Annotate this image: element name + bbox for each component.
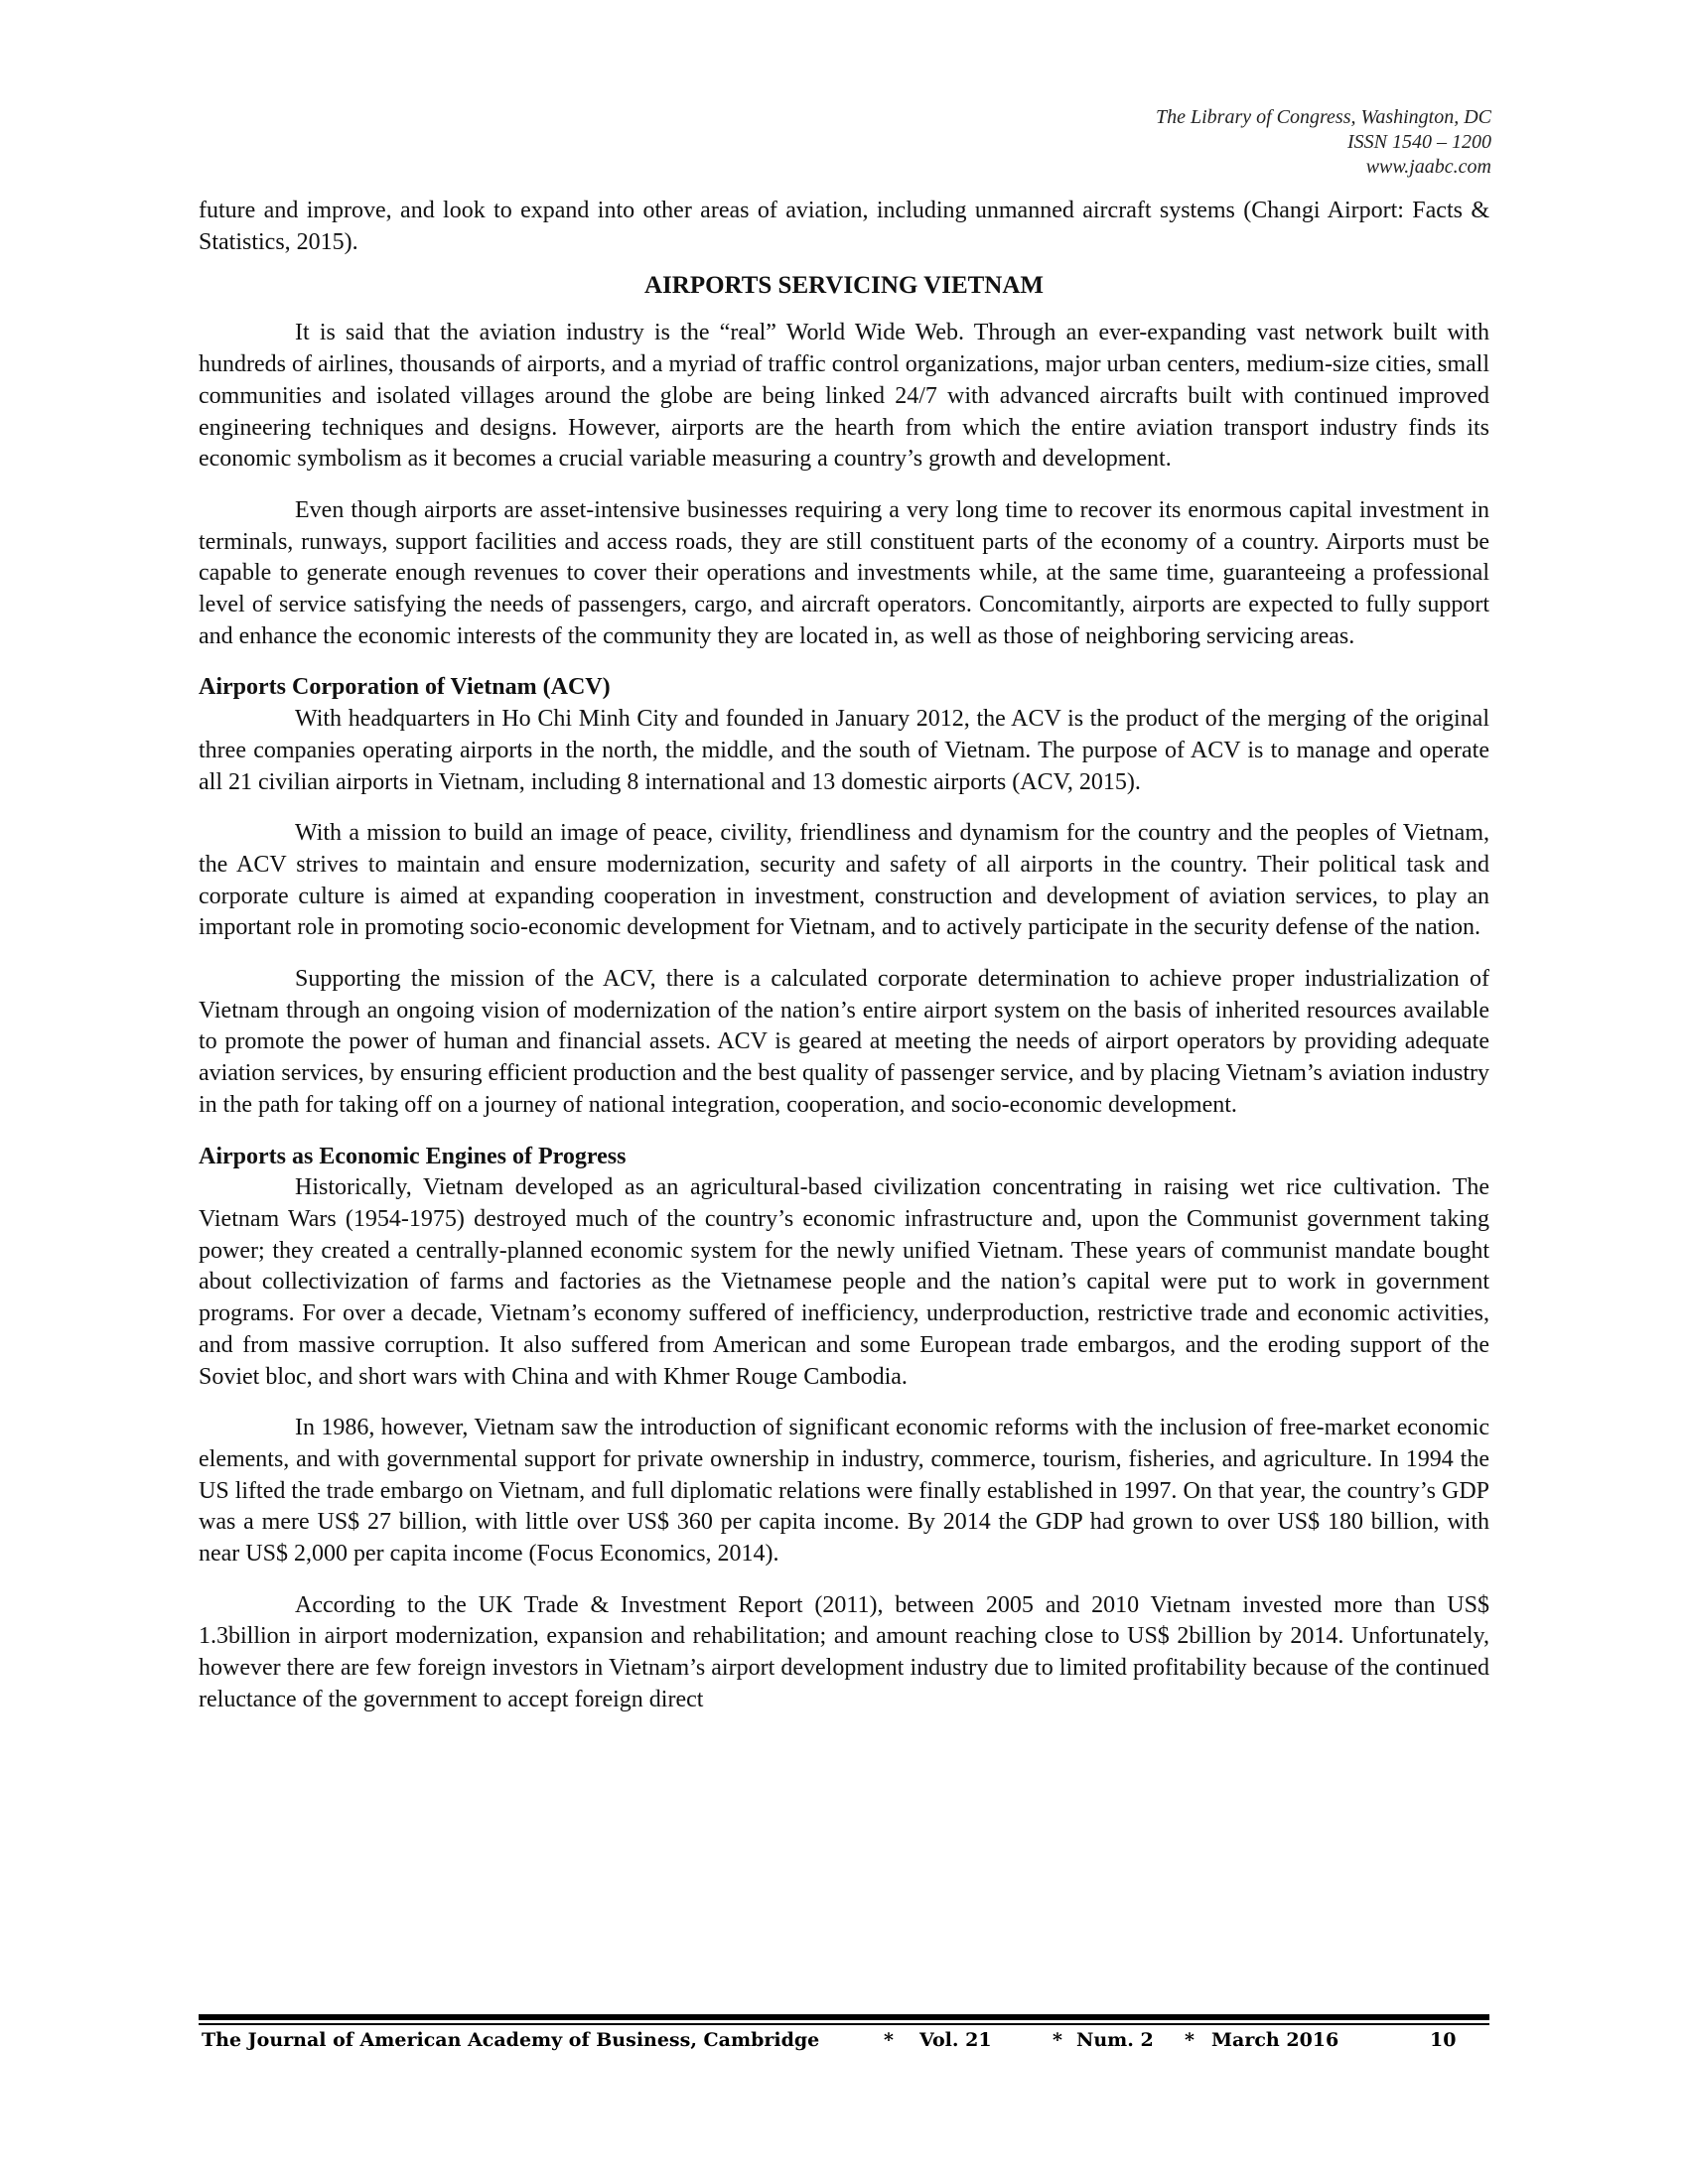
footer-date: March 2016 xyxy=(1211,2029,1339,2051)
running-header xyxy=(796,105,1491,180)
footer-number: Num. 2 xyxy=(1076,2029,1154,2051)
paragraph: future and improve, and look to expand into other areas of aviation, including unmanned aircraft systems (Changi Airport: Facts & Statistics, 2015). xyxy=(199,198,1489,255)
paragraph: It is said that the aviation industry is the “real” World Wide Web. Through an ever-expanding vast network built with hundreds of airlines, thousands of airports, and a myriad of traffic control organizations, major urban centers, medium-size cities, small communities and isolated villages around the globe are being linked 24/7 with advanced aircrafts built with continued improved engineering techniques and designs. However, airports are the hearth from which the entire aviation transport industry finds its economic symbolism as it becomes a crucial variable measuring a country’s growth and development. xyxy=(199,320,1489,473)
footer-rule xyxy=(199,2014,1489,2020)
header-publisher: The Library of Congress, Washington, DC xyxy=(1155,106,1491,128)
paragraph: With headquarters in Ho Chi Minh City and founded in January 2012, the ACV is the product of the merging of the original three companies operating airports in the north, the middle, and the south of Vietnam. The purpose of ACV is to manage and operate all 21 civilian airports in Vietnam, including 8 international and 13 domestic airports (ACV, 2015). xyxy=(199,706,1489,795)
paragraph: According to the UK Trade & Investment Report (2011), between 2005 and 2010 Vietnam invested more than US$ 1.3billion in airport modernization, expansion and rehabilitation; and amount reaching close to US$ 2billion by 2014. Unfortunately, however there are few foreign investors in Vietnam’s airport development industry due to limited profitability because of the continued reluctance of the government to accept foreign direct xyxy=(199,1591,1489,1712)
subsection-heading: Airports Corporation of Vietnam (ACV) xyxy=(199,674,611,701)
footer-journal-title: The Journal of American Academy of Business, Cambridge xyxy=(202,2029,820,2051)
paragraph: Historically, Vietnam developed as an agricultural-based civilization concentrating in raising wet rice cultivation. The Vietnam Wars (1954-1975) destroyed much of the country’s economic infrastructure and, upon the Communist government taking power; they created a centrally-planned economic system for the newly unified Vietnam. These years of communist mandate bought about collectivization of farms and factories as the Vietnamese people and the nation’s capital were put to work in government programs. For over a decade, Vietnam’s economy suffered of inefficiency, underproduction, restrictive trade and economic activities, and from massive corruption. It also suffered from American and some European trade embargos, and the eroding support of the Soviet bloc, and short wars with China and with Khmer Rouge Cambodia. xyxy=(199,1174,1489,1390)
header-website: www.jaabc.com xyxy=(1365,156,1491,178)
header-issn: ISSN 1540 – 1200 xyxy=(1347,131,1491,153)
paragraph: Supporting the mission of the ACV, there is a calculated corporate determination to achieve proper industrialization of Vietnam through an ongoing vision of modernization of the nation’s entire airport system on the basis of inherited resources available to promote the power of human and financial assets. ACV is geared at meeting the needs of airport operators by providing adequate aviation services, by ensuring efficient production and the best quality of passenger service, and by placing Vietnam’s aviation industry in the path for taking off on a journey of national integration, cooperation, and socio-economic development. xyxy=(199,966,1489,1118)
footer-rule xyxy=(199,2023,1489,2025)
paragraph: In 1986, however, Vietnam saw the introduction of significant economic reforms with the inclusion of free-market economic elements, and with governmental support for private ownership in industry, commerce, tourism, fisheries, and agriculture. In 1994 the US lifted the trade embargo on Vietnam, and full diplomatic relations were finally established in 1997. On that year, the country’s GDP was a mere US$ 27 billion, with little over US$ 360 per capita income. By 2014 the GDP had grown to over US$ 180 billion, with near US$ 2,000 per capita income (Focus Economics, 2014). xyxy=(199,1415,1489,1568)
running-footer xyxy=(199,2029,1489,2059)
article-body xyxy=(199,196,1489,1716)
subsection-heading: Airports as Economic Engines of Progress xyxy=(199,1143,627,1169)
section-title: AIRPORTS SERVICING VIETNAM xyxy=(643,272,1044,300)
footer-separator: * xyxy=(1053,2029,1062,2051)
page-number: 10 xyxy=(1430,2029,1457,2051)
paragraph: With a mission to build an image of peace, civility, friendliness and dynamism for the country and the peoples of Vietnam, the ACV strives to maintain and ensure modernization, security and safety of all airports in the country. Their political task and corporate culture is aimed at expanding cooperation in investment, construction and development of aviation services, to play an important role in promoting socio-economic development for Vietnam, and to actively participate in the security defense of the nation. xyxy=(199,820,1489,941)
footer-volume: Vol. 21 xyxy=(919,2029,992,2051)
footer-separator: * xyxy=(1185,2029,1195,2051)
footer-separator: * xyxy=(884,2029,894,2051)
paragraph: Even though airports are asset-intensive businesses requiring a very long time to recover its enormous capital investment in terminals, runways, support facilities and access roads, they are still constituent parts of the economy of a country. Airports must be capable to generate enough revenues to cover their operations and investments while, at the same time, guaranteeing a professional level of service satisfying the needs of passengers, cargo, and aircraft operators. Concomitantly, airports are expected to fully support and enhance the economic interests of the community they are located in, as well as those of neighboring servicing areas. xyxy=(199,496,1489,649)
